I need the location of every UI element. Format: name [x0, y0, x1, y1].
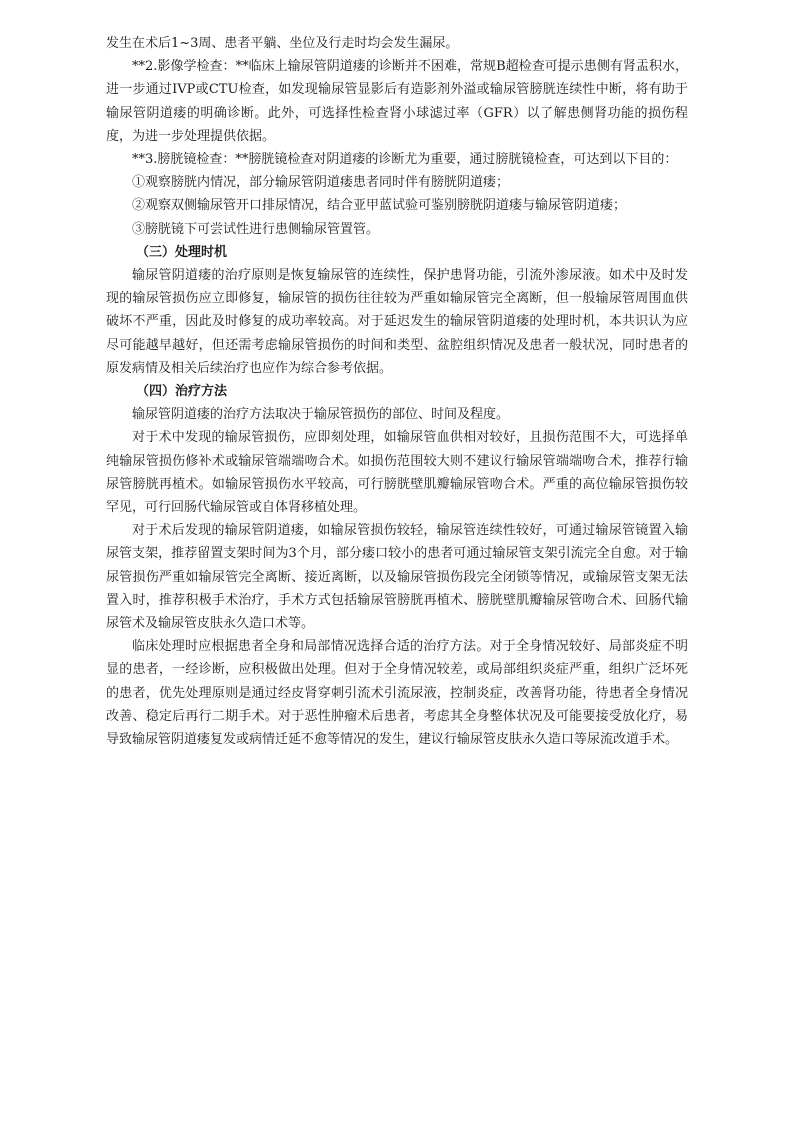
paragraph-cystoscopy-exam: **3.膀胱镜检查：**膀胱镜检查对阴道瘘的诊断尤为重要，通过膀胱镜检查，可达到以下目的：	[132, 152, 678, 168]
section-heading-treatment: （四）治疗方法	[136, 384, 228, 400]
paragraph-clinical-management: 临床处理时应根据患者全身和局部情况选择合适的治疗方法。对于全身情况较好、局部炎症不明显的患者，一经诊断，应积极做出处理。但对于全身情况较差，或局部组织炎症严重，组织广泛坏死的患者，优先处理原则是通过经皮肾穿刺引流术引流尿液，控制炎症，改善肾功能，待患者全身情况改善、稳定后再行二期手术。对于恶性肿瘤术后患者，考虑其全身整体状况及可能要接受放化疗，易导致输尿管阴道瘘复发或病情迁延不愈等情况的发生，建议行输尿管皮肤永久造口等尿流改道手术。	[106, 639, 688, 748]
list-item: ①观察膀胱内情况，部分输尿管阴道瘘患者同时伴有膀胱阴道瘘；	[132, 175, 510, 191]
paragraph-timing: 输尿管阴道瘘的治疗原则是恢复输尿管的连续性，保护患肾功能，引流外渗尿液。如术中及时发现的输尿管损伤应立即修复，输尿管的损伤往往较为严重如输尿管完全离断，但一般输尿管周围血供破坏不严重，因此及时修复的成功率较高。对于延迟发生的输尿管阴道瘘的处理时机，本共识认为应尽可能越早越好，但还需考虑输尿管损伤的时间和类型、盆腔组织情况及患者一般状况，同时患者的原发病情及相关后续治疗也应作为综合参考依据。	[106, 268, 688, 376]
paragraph-intraoperative: 对于术中发现的输尿管损伤，应即刻处理，如输尿管血供相对较好，且损伤范围不大，可选择单纯输尿管损伤修补术或输尿管端端吻合术。如损伤范围较大则不建议行输尿管端端吻合术，推荐行输尿管膀胱再植术。如输尿管损伤水平较高，可行膀胱壁肌瓣输尿管吻合术。严重的高位输尿管损伤较罕见，可行回肠代输尿管或自体肾移植处理。	[106, 430, 688, 516]
document-page	[106, 32, 688, 751]
paragraph-continuation: 发生在术后1~3周、患者平躺、坐位及行走时均会发生漏尿。	[106, 36, 459, 51]
list-item: ②观察双侧输尿管开口排尿情况，结合亚甲蓝试验可鉴别膀胱阴道瘘与输尿管阴道瘘；	[132, 198, 627, 214]
paragraph-imaging-exam: **2.影像学检查：**临床上输尿管阴道瘘的诊断并不困难，常规B超检查可提示患侧有肾盂积水，进一步通过IVP或CTU检查，如发现输尿管显影后有造影剂外溢或输尿管膀胱连续性中断，将有助于输尿管阴道瘘的明确诊断。此外，可选择性检查肾小球滤过率（GFR）以了解患侧肾功能的损伤程度，为进一步处理提供依据。	[106, 59, 688, 144]
section-heading-timing: （三）处理时机	[136, 244, 228, 260]
list-item: ③膀胱镜下可尝试性进行患侧输尿管置管。	[132, 221, 380, 237]
paragraph-treatment-intro: 输尿管阴道瘘的治疗方法取决于输尿管损伤的部位、时间及程度。	[132, 407, 510, 423]
paragraph-postoperative: 对于术后发现的输尿管阴道瘘，如输尿管损伤较轻，输尿管连续性较好，可通过输尿管镜置入输尿管支架，推荐留置支架时间为3个月，部分瘘口较小的患者可通过输尿管支架引流完全自愈。对于输尿管损伤严重如输尿管完全离断、接近离断，以及输尿管损伤段完全闭锁等情况，或输尿管支架无法置入时，推荐积极手术治疗，手术方式包括输尿管膀胱再植术、膀胱壁肌瓣输尿管吻合术、回肠代输尿管术及输尿管皮肤永久造口术等。	[106, 523, 688, 632]
